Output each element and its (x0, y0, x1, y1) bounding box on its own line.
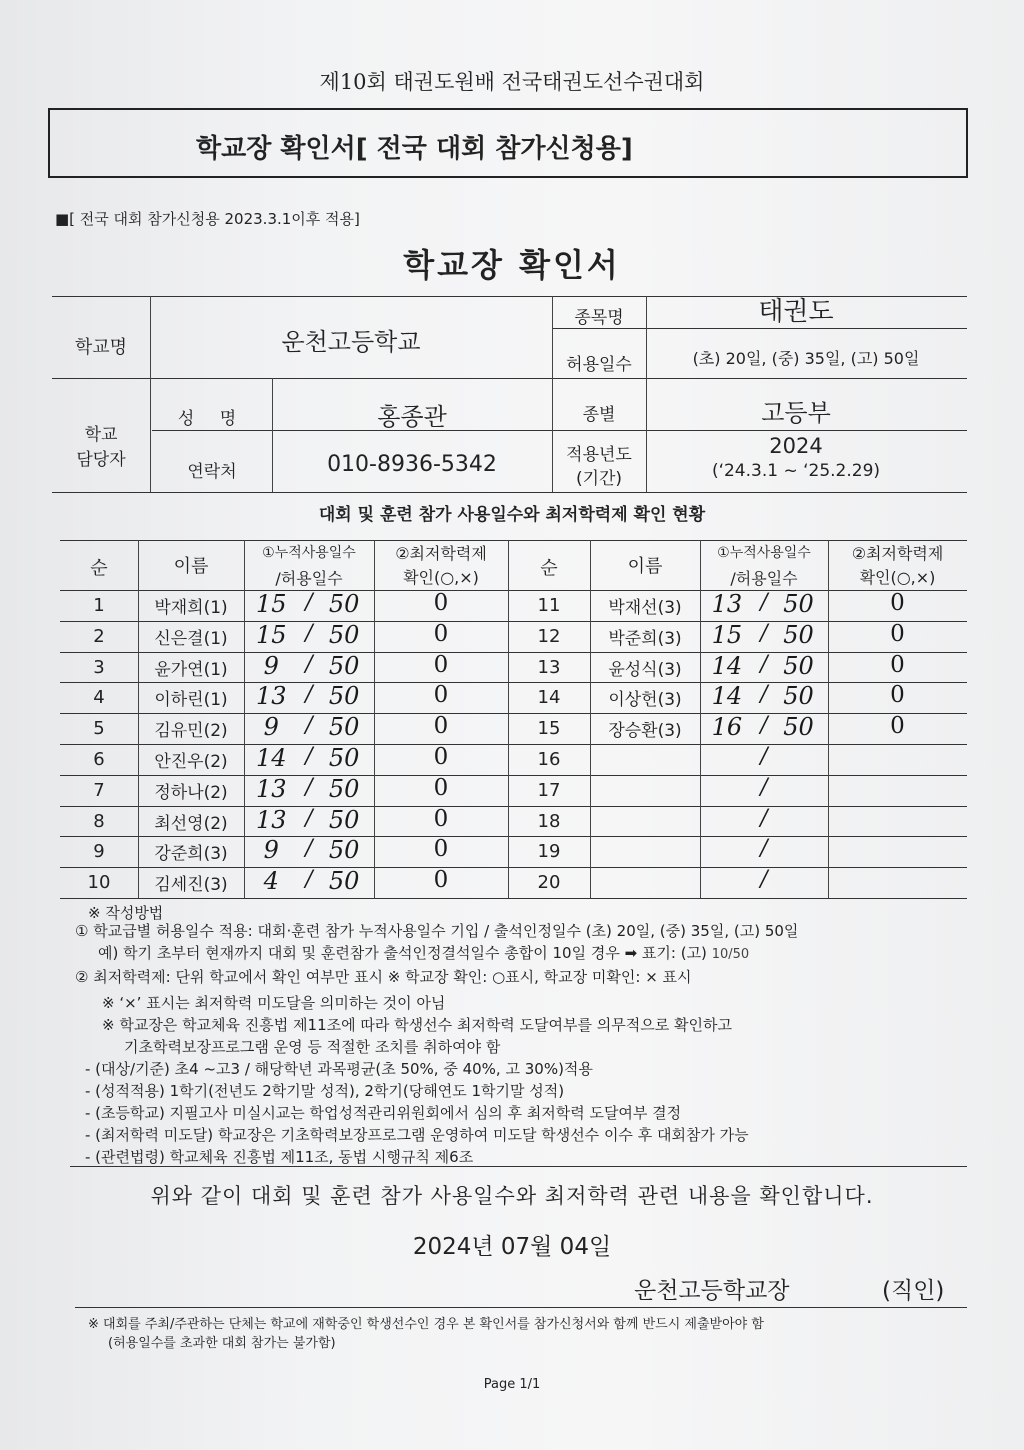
used-days: 16 (711, 713, 743, 742)
min-check-mark: 0 (433, 590, 449, 616)
allowed-days: 50 (328, 590, 360, 618)
row-number: 20 (537, 872, 561, 894)
note-2b: ※ 학교장은 학교체육 진흥법 제11조에 따라 학생선수 최저학력 도달여부를 의무적으로 확인하고 (102, 1016, 732, 1034)
days-slash: / (305, 744, 313, 769)
student-name: 김세진(3) (154, 875, 228, 896)
header-min-1: ②최저학력제 (395, 544, 487, 563)
min-check-mark: 0 (433, 774, 449, 801)
row-number: 2 (93, 625, 105, 647)
row-number: 7 (93, 779, 105, 801)
min-check-mark: 0 (433, 651, 449, 678)
note-detail-4: - (최저학력 미도달) 학교장은 기초학력보장프로그램 운영하여 미도달 학생선수 이수 후 대회참가 가능 (85, 1126, 749, 1144)
student-name: 박재선(3) (608, 598, 682, 618)
allowed-days: 50 (328, 651, 360, 680)
label-name: 성 명 (177, 409, 247, 429)
top-note: ■[ 전국 대회 참가신청용 2023.3.1이후 적용] (55, 210, 360, 228)
row-number: 19 (537, 841, 561, 863)
header-min-1: ②최저학력제 (851, 544, 944, 563)
allowed-days: 50 (328, 620, 360, 649)
days-slash: / (760, 620, 768, 646)
header-name: 이름 (627, 556, 663, 577)
label-staff: 담당자 (76, 450, 126, 470)
days-slash: / (760, 836, 768, 862)
min-check-mark: 0 (890, 682, 905, 709)
student-name: 이하린(1) (154, 690, 228, 711)
header-name: 이름 (173, 556, 209, 577)
min-check-mark: 0 (433, 836, 449, 863)
form-title: 학교장 확인서 (403, 246, 621, 284)
student-name: 박재희(1) (154, 598, 228, 618)
note-2: ② 최저학력제: 단위 학교에서 확인 여부만 표시 ※ 학교장 확인: ○표시, 학교장 미확인: × 표시 (75, 968, 692, 986)
row-number: 5 (93, 718, 105, 740)
header-no: 순 (90, 558, 108, 579)
page-number: Page 1/1 (483, 1377, 541, 1392)
footer-note-1: ※ 대회를 주최/주관하는 단체는 학교에 재학중인 학생선수인 경우 본 확인서를 참가신청서와 함께 반드시 제출받아야 함 (88, 1317, 764, 1332)
used-days: 13 (711, 590, 743, 618)
allowed-days: 50 (783, 713, 814, 742)
header-min-2: 확인(○,×) (859, 568, 936, 587)
days-slash: / (760, 590, 768, 615)
allowed-days: 50 (783, 590, 814, 618)
student-name: 윤가연(1) (154, 659, 228, 680)
used-days: 14 (711, 651, 743, 680)
staff-name-value: 홍종관 (377, 403, 447, 431)
student-name: 최선영(2) (154, 813, 228, 834)
days-slash: / (305, 713, 313, 739)
min-check-mark: 0 (433, 620, 449, 647)
label-year: 적용년도 (566, 445, 632, 465)
row-number: 4 (93, 687, 105, 709)
header-days-2: /허용일수 (730, 569, 798, 588)
min-check-mark: 0 (890, 590, 905, 616)
student-name: 안진우(2) (154, 752, 228, 772)
student-name: 박준희(3) (608, 628, 682, 649)
used-days: 13 (256, 682, 287, 711)
row-number: 11 (537, 595, 561, 616)
box-title: 학교장 확인서[ 전국 대회 참가신청용] (196, 134, 633, 164)
allowed-days: 50 (783, 620, 814, 649)
info-line (552, 328, 967, 329)
notes-divider (70, 1166, 967, 1167)
note-2c: 기초학력보장프로그램 운영 등 적절한 조치를 취하여야 함 (124, 1038, 501, 1056)
used-days: 9 (263, 836, 279, 865)
student-name: 김유민(2) (154, 721, 228, 742)
sport-value: 태권도 (758, 297, 834, 327)
row-number: 3 (93, 656, 105, 678)
note-2a: ※ ‘×’ 표시는 최저학력 미도달을 의미하는 것이 아님 (102, 994, 446, 1012)
table-title: 대회 및 훈련 참가 사용일수와 최저학력제 확인 현황 (318, 505, 706, 525)
days-slash: / (760, 651, 768, 677)
contact-value: 010-8936-5342 (327, 452, 497, 477)
seal-label: (직인) (882, 1278, 945, 1304)
days-slash: / (305, 620, 313, 646)
min-check-mark: 0 (433, 713, 449, 740)
days-slash: / (305, 590, 313, 615)
used-days: 13 (256, 774, 287, 803)
row-number: 15 (537, 718, 561, 740)
category-value: 고등부 (761, 399, 831, 427)
days-slash: / (305, 651, 313, 677)
period-value: (‘24.3.1 ~ ‘25.2.29) (711, 461, 881, 481)
allowed-days: 50 (783, 682, 814, 711)
days-slash: / (760, 805, 768, 831)
principal-name: 운천고등학교장 (634, 1278, 790, 1304)
label-contact: 연락처 (187, 462, 237, 482)
note-1-example (98, 942, 749, 963)
note-detail-2: - (성적적용) 1학기(전년도 2학기말 성적), 2학기(당해연도 1학기말 성적) (85, 1082, 565, 1100)
table-bottom-line (60, 898, 967, 899)
year-value: 2024 (769, 434, 823, 458)
notes-heading: ※ 작성방법 (88, 904, 164, 922)
row-number: 14 (537, 687, 561, 709)
row-number: 10 (87, 872, 111, 894)
days-slash: / (760, 682, 768, 708)
days-slash: / (760, 713, 768, 739)
used-days: 15 (256, 620, 287, 649)
table-row-line (60, 806, 967, 807)
days-slash: / (760, 744, 768, 769)
student-name: 윤성식(3) (608, 659, 682, 680)
label-period: (기간) (575, 469, 623, 489)
label-category: 종별 (582, 405, 616, 425)
allowed-days: 50 (328, 744, 360, 772)
label-school: 학교 (84, 425, 118, 445)
school-name-value: 운천고등학교 (281, 328, 421, 356)
event-title: 제10회 태권도원배 전국태권도선수권대회 (319, 70, 705, 94)
note-1: ① 학교급별 허용일수 적용: 대회·훈련 참가 누적사용일수 기입 / 출석인정일수 (초) 20일, (중) 35일, (고) 50일 (75, 922, 799, 940)
row-number: 1 (93, 595, 105, 616)
allowed-days: 50 (328, 682, 360, 711)
row-number: 9 (93, 841, 105, 863)
note-detail-1: - (대상/기준) 초4 ~고3 / 해당학년 과목평균(초 50%, 중 40%, 고 30%)적용 (85, 1060, 593, 1078)
label-allowed-days: 허용일수 (566, 355, 632, 375)
days-slash: / (305, 805, 313, 831)
allowed-days: 50 (783, 651, 814, 680)
student-name: 장승환(3) (608, 721, 682, 742)
note-detail-5: - (관련법령) 학교체육 진흥법 제11조, 동법 시행규칙 제6조 (85, 1148, 474, 1166)
days-slash: / (305, 682, 313, 708)
min-check-mark: 0 (433, 682, 449, 709)
header-min-2: 확인(○,×) (403, 568, 479, 587)
min-check-mark: 0 (433, 805, 449, 832)
info-line (52, 378, 967, 379)
student-name: 이상헌(3) (608, 690, 682, 711)
used-days: 9 (263, 713, 279, 742)
note-1-example-value: 10/50 (711, 947, 750, 962)
min-check-mark: 0 (890, 651, 905, 678)
used-days: 14 (256, 744, 287, 772)
student-name: 강준희(3) (154, 844, 228, 865)
table-row-line (60, 744, 967, 745)
footer-divider (75, 1307, 967, 1308)
confirm-date: 2024년 07월 04일 (412, 1234, 612, 1260)
info-bottom-line (52, 492, 967, 493)
note-detail-3: - (초등학교) 지필고사 미실시교는 학업성적관리위원회에서 심의 후 최저학력 도달여부 결정 (85, 1104, 682, 1122)
days-slash: / (305, 774, 313, 800)
label-sport: 종목명 (574, 308, 624, 328)
row-number: 18 (537, 810, 561, 832)
header-days-2: /허용일수 (275, 569, 343, 588)
confirm-statement: 위와 같이 대회 및 훈련 참가 사용일수와 최저학력 관련 내용을 확인합니다. (150, 1184, 874, 1208)
min-check-mark: 0 (890, 620, 905, 647)
days-slash: / (305, 867, 313, 893)
days-slash: / (760, 867, 768, 893)
used-days: 15 (711, 620, 743, 649)
days-slash: / (305, 836, 313, 862)
allowed-days: 50 (328, 713, 360, 742)
allowed-days: 50 (328, 836, 360, 865)
table-row-line (60, 867, 967, 868)
min-check-mark: 0 (433, 867, 449, 894)
student-name: 정하나(2) (154, 782, 228, 803)
header-days-1: ①누적사용일수 (717, 545, 811, 561)
table-row-line (60, 775, 967, 776)
row-number: 13 (537, 656, 561, 678)
allowed-days-value: (초) 20일, (중) 35일, (고) 50일 (692, 349, 920, 368)
header-days-1: ①누적사용일수 (262, 545, 356, 561)
row-number: 8 (93, 810, 105, 832)
label-school-name: 학교명 (74, 337, 128, 358)
used-days: 9 (263, 651, 279, 680)
table-row-line (60, 836, 967, 837)
allowed-days: 50 (328, 867, 360, 896)
days-slash: / (760, 774, 768, 800)
allowed-days: 50 (328, 774, 360, 803)
min-check-mark: 0 (433, 744, 449, 770)
used-days: 15 (256, 590, 287, 618)
row-number: 12 (537, 625, 561, 647)
note-1-example-text: 예) 학기 초부터 현재까지 대회 및 훈련참가 출석인정결석일수 총합이 10일 경우 ➡ 표기: (고) (98, 944, 707, 962)
footer-note-2: (허용일수를 초과한 대회 참가는 불가함) (108, 1336, 336, 1351)
row-number: 16 (537, 749, 561, 770)
used-days: 14 (711, 682, 743, 711)
header-no: 순 (540, 558, 558, 579)
min-check-mark: 0 (890, 713, 905, 740)
used-days: 4 (263, 867, 279, 896)
student-name: 신은결(1) (154, 628, 228, 649)
row-number: 6 (93, 749, 105, 770)
used-days: 13 (256, 805, 287, 834)
row-number: 17 (537, 779, 561, 801)
allowed-days: 50 (328, 805, 360, 834)
